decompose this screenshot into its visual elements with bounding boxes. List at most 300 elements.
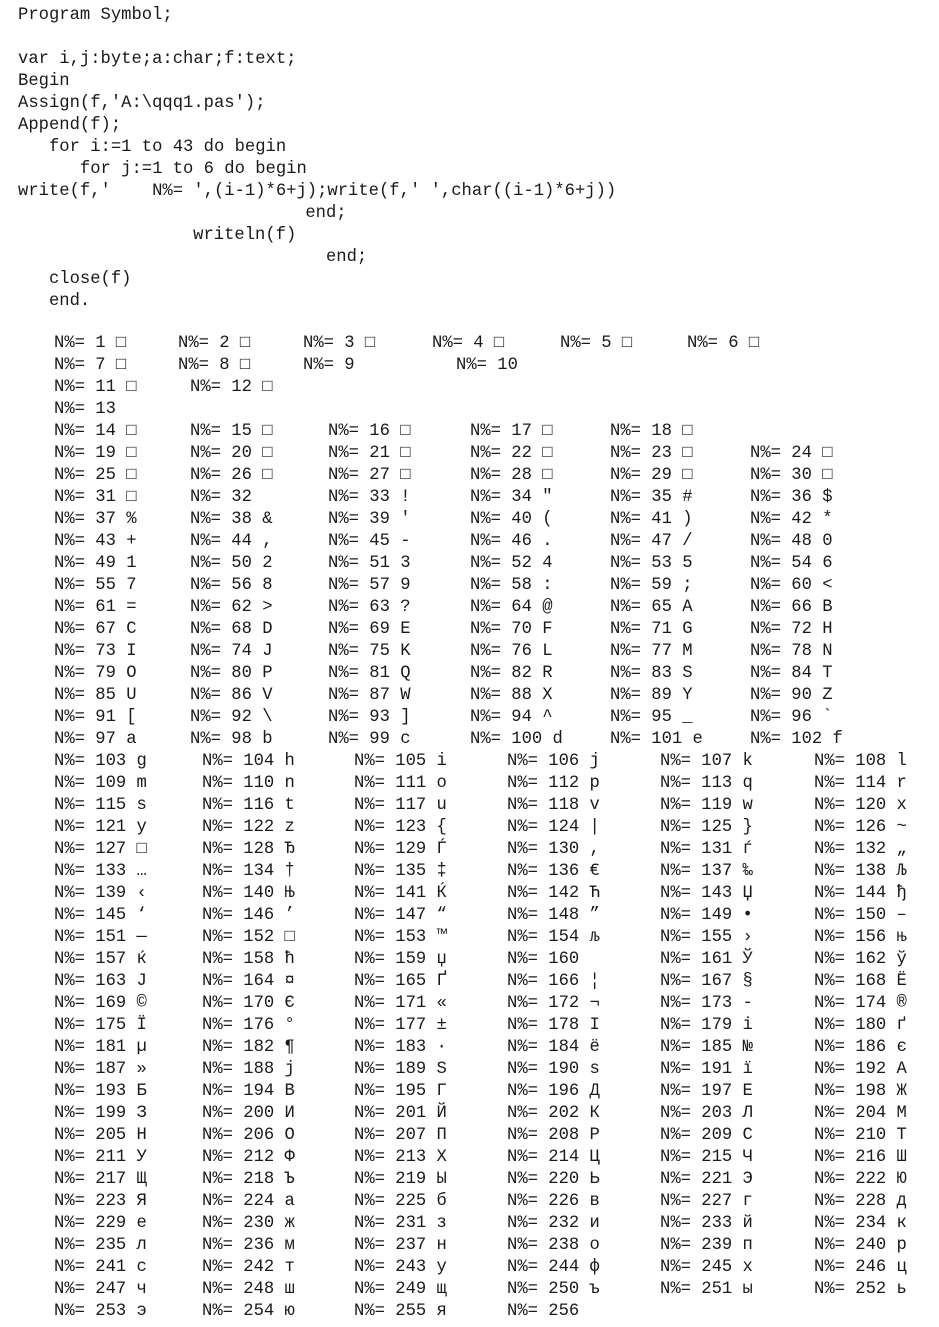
entry-symbol: m bbox=[136, 774, 147, 793]
entry-label: N%= bbox=[54, 642, 96, 661]
output-entry bbox=[54, 1015, 147, 1037]
entry-label: N%= bbox=[354, 1170, 396, 1189]
output-entry bbox=[328, 707, 411, 729]
entry-code: 189 bbox=[395, 1060, 427, 1079]
entry-label: N%= bbox=[202, 1038, 244, 1057]
entry-symbol: и bbox=[589, 1214, 600, 1233]
output-entry bbox=[660, 773, 753, 795]
code-line: for i:=1 to 43 do begin bbox=[18, 138, 287, 157]
output-entry bbox=[660, 795, 753, 817]
entry-label: N%= bbox=[660, 796, 702, 815]
entry-symbol: Э bbox=[742, 1170, 753, 1189]
entry-symbol: % bbox=[126, 510, 137, 529]
entry-code: 13 bbox=[95, 400, 116, 419]
entry-code: 227 bbox=[701, 1192, 733, 1211]
entry-label: N%= bbox=[750, 686, 792, 705]
entry-symbol: — bbox=[136, 928, 147, 947]
output-entry bbox=[610, 575, 693, 597]
entry-code: 229 bbox=[95, 1214, 127, 1233]
entry-label: N%= bbox=[354, 1126, 396, 1145]
entry-label: N%= bbox=[354, 1148, 396, 1167]
entry-label: N%= bbox=[660, 1038, 702, 1057]
entry-code: 149 bbox=[701, 906, 733, 925]
entry-code: 210 bbox=[855, 1126, 887, 1145]
entry-symbol: ћ bbox=[284, 950, 295, 969]
output-entry bbox=[54, 773, 147, 795]
entry-code: 33 bbox=[369, 488, 390, 507]
entry-symbol: а bbox=[284, 1192, 295, 1211]
output-entry bbox=[354, 1301, 447, 1323]
entry-label: N%= bbox=[54, 576, 96, 595]
entry-symbol: Ё bbox=[896, 972, 907, 991]
entry-label: N%= bbox=[687, 334, 729, 353]
entry-symbol: µ bbox=[136, 1038, 147, 1057]
entry-symbol: х bbox=[742, 1258, 753, 1277]
entry-label: N%= bbox=[328, 466, 370, 485]
output-entry bbox=[190, 575, 273, 597]
entry-label: N%= bbox=[190, 488, 232, 507]
entry-label: N%= bbox=[750, 510, 792, 529]
output-entry bbox=[750, 663, 833, 685]
entry-label: N%= bbox=[507, 994, 549, 1013]
entry-label: N%= bbox=[814, 774, 856, 793]
entry-label: N%= bbox=[354, 1082, 396, 1101]
entry-code: 116 bbox=[243, 796, 275, 815]
entry-label: N%= bbox=[328, 510, 370, 529]
entry-symbol: ‰ bbox=[742, 862, 753, 881]
entry-label: N%= bbox=[814, 1280, 856, 1299]
entry-label: N%= bbox=[54, 1214, 96, 1233]
entry-code: 158 bbox=[243, 950, 275, 969]
entry-symbol: ) bbox=[682, 510, 693, 529]
entry-label: N%= bbox=[660, 1258, 702, 1277]
entry-code: 137 bbox=[701, 862, 733, 881]
entry-code: 246 bbox=[855, 1258, 887, 1277]
entry-symbol: t bbox=[284, 796, 295, 815]
output-entry bbox=[507, 1103, 600, 1125]
entry-code: 2 bbox=[219, 334, 230, 353]
entry-symbol: ж bbox=[284, 1214, 295, 1233]
entry-code: 12 bbox=[231, 378, 252, 397]
entry-code: 138 bbox=[855, 862, 887, 881]
entry-label: N%= bbox=[610, 444, 652, 463]
entry-code: 45 bbox=[369, 532, 390, 551]
output-entry bbox=[54, 971, 147, 993]
entry-label: N%= bbox=[354, 818, 396, 837]
entry-symbol: н bbox=[436, 1236, 447, 1255]
entry-label: N%= bbox=[750, 466, 792, 485]
output-entry bbox=[750, 465, 833, 487]
entry-code: 107 bbox=[701, 752, 733, 771]
entry-label: N%= bbox=[354, 1236, 396, 1255]
entry-symbol: " bbox=[542, 488, 553, 507]
entry-symbol: ( bbox=[542, 510, 553, 529]
entry-symbol: H bbox=[822, 620, 833, 639]
entry-code: 8 bbox=[219, 356, 230, 375]
entry-label: N%= bbox=[814, 1038, 856, 1057]
entry-code: 61 bbox=[95, 598, 116, 617]
entry-symbol: □ bbox=[364, 334, 376, 353]
output-entry bbox=[54, 861, 147, 883]
entry-label: N%= bbox=[814, 1236, 856, 1255]
entry-symbol: ™ bbox=[436, 928, 447, 947]
entry-label: N%= bbox=[54, 1302, 96, 1321]
entry-code: 28 bbox=[511, 466, 532, 485]
entry-label: N%= bbox=[202, 1104, 244, 1123]
entry-label: N%= bbox=[190, 686, 232, 705]
output-entry bbox=[54, 663, 137, 685]
entry-symbol: > bbox=[262, 598, 273, 617]
entry-symbol: r bbox=[896, 774, 907, 793]
entry-label: N%= bbox=[610, 708, 652, 727]
entry-code: 40 bbox=[511, 510, 532, 529]
entry-label: N%= bbox=[507, 1038, 549, 1057]
output-entry bbox=[470, 597, 553, 619]
entry-code: 185 bbox=[701, 1038, 733, 1057]
entry-label: N%= bbox=[54, 664, 96, 683]
entry-code: 11 bbox=[95, 378, 116, 397]
entry-code: 95 bbox=[651, 708, 672, 727]
output-entry bbox=[660, 949, 753, 971]
entry-label: N%= bbox=[660, 884, 702, 903]
entry-symbol: j bbox=[589, 752, 600, 771]
output-entry bbox=[660, 839, 753, 861]
entry-code: 208 bbox=[548, 1126, 580, 1145]
output-entry bbox=[814, 1257, 907, 1279]
entry-symbol: ђ bbox=[896, 884, 907, 903]
entry-code: 201 bbox=[395, 1104, 427, 1123]
entry-symbol: : bbox=[542, 576, 553, 595]
entry-label: N%= bbox=[610, 642, 652, 661]
entry-code: 39 bbox=[369, 510, 390, 529]
entry-label: N%= bbox=[470, 444, 512, 463]
entry-label: N%= bbox=[814, 972, 856, 991]
entry-code: 148 bbox=[548, 906, 580, 925]
entry-symbol: Y bbox=[682, 686, 693, 705]
output-entry bbox=[328, 443, 411, 465]
entry-code: 46 bbox=[511, 532, 532, 551]
output-entry bbox=[814, 1279, 907, 1301]
entry-label: N%= bbox=[470, 642, 512, 661]
entry-code: 191 bbox=[701, 1060, 733, 1079]
entry-symbol: Ц bbox=[589, 1148, 600, 1167]
entry-code: 4 bbox=[473, 334, 484, 353]
entry-symbol: □ bbox=[262, 444, 273, 463]
entry-symbol: □ bbox=[682, 444, 693, 463]
entry-code: 89 bbox=[651, 686, 672, 705]
entry-symbol: – bbox=[896, 906, 907, 925]
entry-label: N%= bbox=[202, 862, 244, 881]
output-entry bbox=[190, 377, 273, 399]
entry-symbol: ’ bbox=[284, 906, 295, 925]
entry-symbol: › bbox=[742, 928, 753, 947]
entry-code: 203 bbox=[701, 1104, 733, 1123]
entry-symbol: Љ bbox=[896, 862, 907, 881]
entry-symbol: в bbox=[589, 1192, 600, 1211]
entry-symbol: □ bbox=[682, 422, 693, 441]
entry-code: 190 bbox=[548, 1060, 580, 1079]
entry-code: 60 bbox=[791, 576, 812, 595]
entry-label: N%= bbox=[202, 1148, 244, 1167]
output-entry bbox=[54, 377, 137, 399]
entry-code: 99 bbox=[369, 730, 390, 749]
output-entry bbox=[660, 1191, 753, 1213]
entry-code: 54 bbox=[791, 554, 812, 573]
entry-code: 81 bbox=[369, 664, 390, 683]
entry-code: 128 bbox=[243, 840, 275, 859]
entry-label: N%= bbox=[54, 466, 96, 485]
entry-symbol: џ bbox=[436, 950, 447, 969]
entry-code: 3 bbox=[344, 334, 355, 353]
entry-label: N%= bbox=[54, 906, 96, 925]
entry-label: N%= bbox=[303, 334, 345, 353]
output-entry bbox=[610, 597, 693, 619]
entry-code: 167 bbox=[701, 972, 733, 991]
output-entry bbox=[354, 839, 447, 861]
entry-code: 48 bbox=[791, 532, 812, 551]
entry-symbol: = bbox=[126, 598, 137, 617]
output-entry bbox=[750, 531, 833, 553]
entry-label: N%= bbox=[470, 708, 512, 727]
entry-code: 126 bbox=[855, 818, 887, 837]
output-entry bbox=[202, 751, 295, 773]
entry-label: N%= bbox=[660, 1192, 702, 1211]
entry-code: 182 bbox=[243, 1038, 275, 1057]
entry-symbol: Т bbox=[896, 1126, 907, 1145]
entry-symbol: * bbox=[822, 510, 833, 529]
code-line: Begin bbox=[18, 72, 70, 91]
entry-code: 30 bbox=[791, 466, 812, 485]
entry-label: N%= bbox=[54, 356, 96, 375]
output-entry bbox=[202, 1279, 295, 1301]
entry-code: 150 bbox=[855, 906, 887, 925]
entry-symbol: Ю bbox=[896, 1170, 907, 1189]
entry-label: N%= bbox=[54, 1170, 96, 1189]
entry-code: 69 bbox=[369, 620, 390, 639]
output-entry bbox=[190, 553, 273, 575]
entry-label: N%= bbox=[354, 884, 396, 903]
output-entry bbox=[202, 1125, 295, 1147]
entry-label: N%= bbox=[610, 620, 652, 639]
entry-symbol: ° bbox=[284, 1016, 295, 1035]
entry-symbol: є bbox=[896, 1038, 907, 1057]
output-entry bbox=[507, 949, 590, 971]
entry-symbol: p bbox=[589, 774, 600, 793]
entry-code: 218 bbox=[243, 1170, 275, 1189]
output-entry bbox=[507, 927, 600, 949]
entry-code: 105 bbox=[395, 752, 427, 771]
entry-code: 160 bbox=[548, 950, 580, 969]
output-entry bbox=[507, 1257, 600, 1279]
entry-code: 18 bbox=[651, 422, 672, 441]
entry-label: N%= bbox=[328, 532, 370, 551]
entry-symbol: □ bbox=[262, 422, 273, 441]
output-entry bbox=[507, 905, 600, 927]
entry-label: N%= bbox=[54, 1192, 96, 1211]
entry-symbol: □ bbox=[400, 444, 411, 463]
entry-code: 62 bbox=[231, 598, 252, 617]
entry-code: 147 bbox=[395, 906, 427, 925]
entry-label: N%= bbox=[54, 818, 96, 837]
entry-code: 241 bbox=[95, 1258, 127, 1277]
entry-label: N%= bbox=[354, 1192, 396, 1211]
entry-symbol: Ч bbox=[742, 1148, 753, 1167]
entry-symbol: 7 bbox=[126, 576, 137, 595]
output-entry bbox=[190, 619, 273, 641]
entry-code: 52 bbox=[511, 554, 532, 573]
entry-symbol: } bbox=[742, 818, 753, 837]
entry-symbol: Ќ bbox=[436, 884, 447, 903]
entry-symbol: S bbox=[682, 664, 693, 683]
entry-symbol: ъ bbox=[589, 1280, 600, 1299]
entry-code: 6 bbox=[728, 334, 739, 353]
entry-symbol: □ bbox=[822, 466, 833, 485]
entry-code: 168 bbox=[855, 972, 887, 991]
entry-label: N%= bbox=[354, 1060, 396, 1079]
output-entry bbox=[660, 1169, 753, 1191]
output-entry bbox=[470, 531, 553, 553]
entry-label: N%= bbox=[54, 554, 96, 573]
entry-label: N%= bbox=[660, 972, 702, 991]
entry-label: N%= bbox=[470, 554, 512, 573]
entry-code: 36 bbox=[791, 488, 812, 507]
output-entry bbox=[354, 1103, 447, 1125]
entry-label: N%= bbox=[202, 1126, 244, 1145]
output-entry bbox=[610, 531, 693, 553]
output-entry bbox=[354, 1059, 447, 1081]
entry-code: 231 bbox=[395, 1214, 427, 1233]
output-entry bbox=[507, 751, 600, 773]
entry-label: N%= bbox=[54, 972, 96, 991]
output-entry bbox=[432, 333, 504, 355]
entry-label: N%= bbox=[202, 818, 244, 837]
entry-label: N%= bbox=[660, 1016, 702, 1035]
entry-label: N%= bbox=[610, 576, 652, 595]
output-entry bbox=[660, 993, 753, 1015]
entry-symbol: Й bbox=[436, 1104, 447, 1123]
entry-code: 176 bbox=[243, 1016, 275, 1035]
output-entry bbox=[54, 1213, 147, 1235]
entry-code: 254 bbox=[243, 1302, 275, 1321]
entry-code: 140 bbox=[243, 884, 275, 903]
entry-code: 204 bbox=[855, 1104, 887, 1123]
entry-label: N%= bbox=[660, 1060, 702, 1079]
output-entry bbox=[54, 443, 137, 465]
entry-label: N%= bbox=[54, 774, 96, 793]
entry-code: 134 bbox=[243, 862, 275, 881]
output-entry bbox=[507, 1125, 600, 1147]
entry-label: N%= bbox=[328, 620, 370, 639]
entry-label: N%= bbox=[610, 598, 652, 617]
entry-code: 44 bbox=[231, 532, 252, 551]
output-entry bbox=[610, 553, 693, 575]
entry-symbol: K bbox=[400, 642, 411, 661]
output-entry bbox=[54, 1191, 147, 1213]
entry-label: N%= bbox=[660, 994, 702, 1013]
entry-code: 245 bbox=[701, 1258, 733, 1277]
entry-symbol: З bbox=[136, 1104, 147, 1123]
entry-code: 32 bbox=[231, 488, 252, 507]
entry-code: 154 bbox=[548, 928, 580, 947]
entry-code: 108 bbox=[855, 752, 887, 771]
entry-code: 183 bbox=[395, 1038, 427, 1057]
entry-label: N%= bbox=[54, 752, 96, 771]
code-line: end; bbox=[130, 248, 368, 267]
entry-symbol: І bbox=[589, 1016, 600, 1035]
entry-symbol: O bbox=[126, 664, 137, 683]
output-entry bbox=[814, 1015, 907, 1037]
output-entry bbox=[354, 1037, 447, 1059]
entry-code: 77 bbox=[651, 642, 672, 661]
entry-label: N%= bbox=[54, 1258, 96, 1277]
entry-label: N%= bbox=[814, 1258, 856, 1277]
entry-symbol: □ bbox=[126, 488, 137, 507]
output-entry bbox=[202, 1257, 295, 1279]
entry-label: N%= bbox=[202, 1236, 244, 1255]
entry-code: 10 bbox=[497, 356, 518, 375]
entry-label: N%= bbox=[202, 752, 244, 771]
output-entry bbox=[328, 553, 411, 575]
output-entry bbox=[190, 509, 273, 531]
entry-symbol: · bbox=[436, 1038, 447, 1057]
entry-label: N%= bbox=[328, 642, 370, 661]
entry-symbol: Z bbox=[822, 686, 833, 705]
entry-symbol: B bbox=[822, 598, 833, 617]
output-entry bbox=[328, 487, 411, 509]
entry-symbol: ® bbox=[896, 994, 907, 1013]
output-entry bbox=[354, 1125, 447, 1147]
entry-code: 161 bbox=[701, 950, 733, 969]
entry-label: N%= bbox=[178, 334, 220, 353]
entry-label: N%= bbox=[328, 686, 370, 705]
entry-label: N%= bbox=[507, 1148, 549, 1167]
output-entry bbox=[328, 597, 411, 619]
entry-label: N%= bbox=[202, 1302, 244, 1321]
entry-label: N%= bbox=[660, 840, 702, 859]
entry-label: N%= bbox=[470, 488, 512, 507]
entry-symbol: К bbox=[589, 1104, 600, 1123]
entry-symbol: Б bbox=[136, 1082, 147, 1101]
output-entry bbox=[202, 1235, 295, 1257]
output-entry bbox=[610, 619, 693, 641]
entry-code: 57 bbox=[369, 576, 390, 595]
entry-code: 86 bbox=[231, 686, 252, 705]
entry-label: N%= bbox=[54, 950, 96, 969]
output-entry bbox=[202, 1103, 295, 1125]
entry-code: 144 bbox=[855, 884, 887, 903]
entry-symbol: □ bbox=[748, 334, 760, 353]
entry-symbol: - bbox=[400, 532, 411, 551]
entry-code: 15 bbox=[231, 422, 252, 441]
output-entry bbox=[507, 817, 600, 839]
entry-code: 163 bbox=[95, 972, 127, 991]
entry-label: N%= bbox=[328, 730, 370, 749]
entry-code: 244 bbox=[548, 1258, 580, 1277]
entry-label: N%= bbox=[660, 1104, 702, 1123]
entry-label: N%= bbox=[202, 1258, 244, 1277]
entry-symbol: , bbox=[262, 532, 273, 551]
output-entry bbox=[814, 861, 907, 883]
entry-label: N%= bbox=[328, 598, 370, 617]
entry-label: N%= bbox=[328, 708, 370, 727]
entry-symbol: Ѕ bbox=[436, 1060, 447, 1079]
entry-symbol: f bbox=[832, 730, 843, 749]
output-entry bbox=[354, 905, 447, 927]
output-entry bbox=[814, 1191, 907, 1213]
entry-label: N%= bbox=[54, 1104, 96, 1123]
entry-label: N%= bbox=[202, 1170, 244, 1189]
entry-label: N%= bbox=[507, 1060, 549, 1079]
